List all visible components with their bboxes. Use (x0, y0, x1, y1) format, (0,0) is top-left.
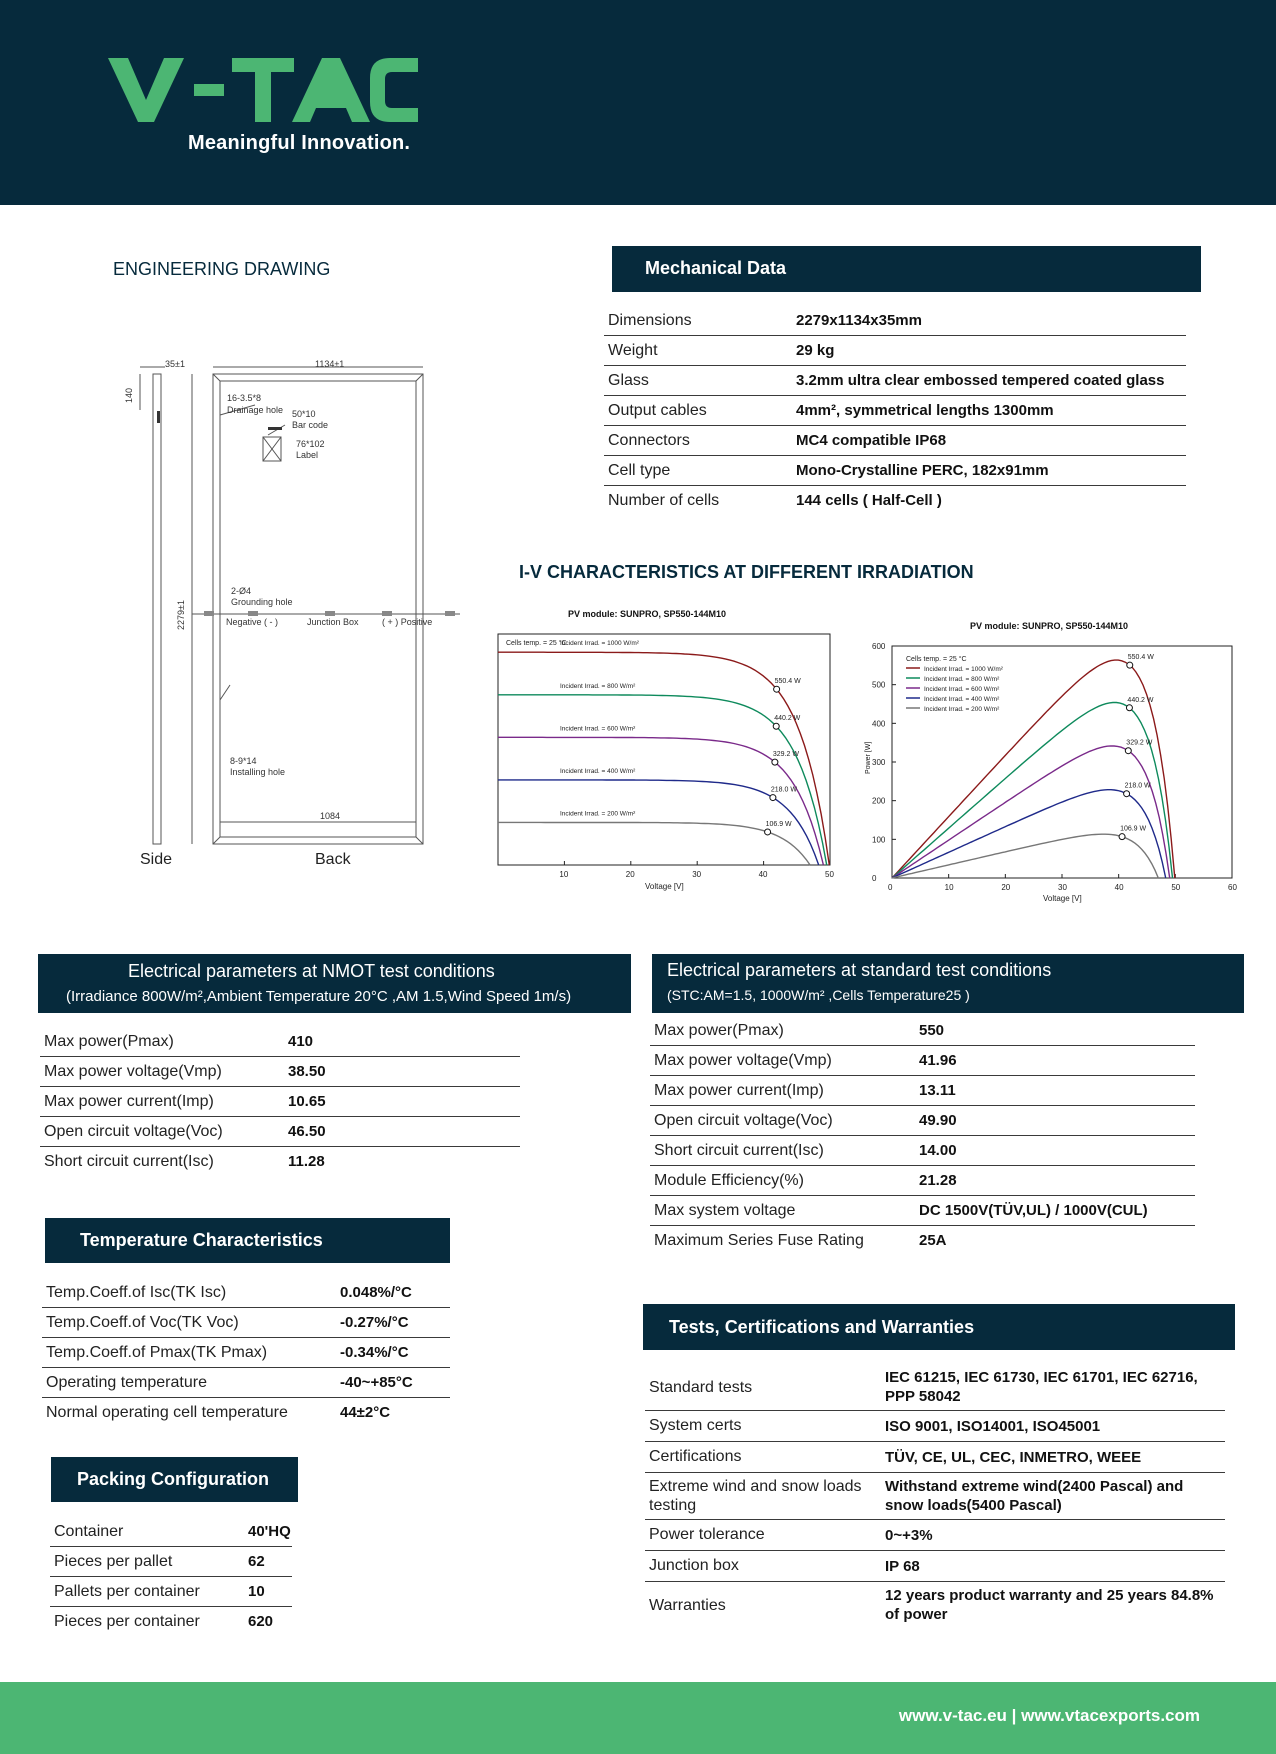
stc-row (650, 1226, 1195, 1256)
mechanical-key: Cell type (604, 456, 796, 486)
pv-y-tick-label: 400 (872, 719, 886, 729)
mechanical-key: Output cables (604, 396, 796, 426)
pv-series-line (892, 703, 1173, 879)
dim-frame: 35±1 (165, 359, 185, 369)
tests-value: 0~+3% (885, 1520, 1225, 1551)
dim-height: 2279±1 (176, 600, 186, 630)
iv-x-axis-label: Voltage [V] (645, 882, 684, 891)
iv-title: I-V CHARACTERISTICS AT DIFFERENT IRRADIATION (519, 562, 974, 582)
pv-y-tick-label: 0 (872, 874, 877, 883)
temperature-value: -40~+85°C (340, 1368, 450, 1398)
pv-mpp-label: 440.2 W (1127, 696, 1154, 704)
packing-key: Pieces per pallet (50, 1547, 248, 1577)
iv-note: Cells temp. = 25 °C (506, 640, 567, 647)
stc-row (650, 1106, 1195, 1136)
iv-mpp-point (765, 829, 771, 835)
pv-series-line (892, 746, 1170, 878)
iv-series-label: Incident Irrad. = 400 W/m² (560, 767, 636, 775)
nmot-key: Max power current(Imp) (40, 1087, 288, 1117)
tests-key: Standard tests (645, 1364, 885, 1411)
junction-label: Junction Box (307, 617, 359, 627)
pv-x-tick-label: 0 (888, 883, 893, 892)
mechanical-row (604, 456, 1186, 486)
nmot-title: Electrical parameters at NMOT test conditions (128, 961, 495, 981)
stc-row (650, 1136, 1195, 1166)
mechanical-table (604, 306, 1186, 515)
tests-row (645, 1551, 1225, 1582)
tagline: Meaningful Innovation. (188, 132, 411, 154)
temperature-value: -0.34%/°C (340, 1338, 450, 1368)
iv-plot-frame (498, 634, 830, 865)
iv-x-tick-label: 40 (758, 870, 768, 879)
pv-legend-label: Incident Irrad. = 400 W/m² (924, 696, 1000, 703)
nmot-value: 410 (288, 1027, 520, 1057)
packing-value: 620 (248, 1613, 274, 1630)
engineering-drawing-title: ENGINEERING DRAWING (113, 259, 331, 279)
pv-x-tick-label: 50 (1171, 883, 1181, 892)
tests-key: Warranties (649, 1596, 726, 1614)
pv-chart (858, 614, 1240, 909)
label-size: 76*102 (296, 439, 325, 449)
pv-y-tick-label: 500 (872, 680, 886, 690)
tests-key: Certifications (645, 1442, 885, 1473)
iv-mpp-label: 329.2 W (772, 751, 799, 759)
stc-row (650, 1076, 1195, 1106)
packing-key: Pieces per container (54, 1612, 200, 1630)
pv-y-tick-label: 300 (872, 758, 886, 767)
temperature-key: Normal operating cell temperature (46, 1403, 288, 1421)
mechanical-value: 3.2mm ultra clear embossed tempered coated glass (796, 366, 1186, 396)
tests-row (645, 1520, 1225, 1551)
packing-value: 62 (248, 1547, 292, 1577)
packing-row (50, 1547, 292, 1577)
iv-x-tick-label: 30 (692, 870, 702, 879)
mechanical-value: 29 kg (796, 336, 1186, 366)
iv-chart-title: PV module: SUNPRO, SP550-144M10 (568, 609, 727, 619)
barcode-size: 50*10 (292, 409, 316, 419)
mechanical-row (604, 396, 1186, 426)
stc-table (650, 1016, 1195, 1255)
iv-mpp-point (772, 759, 778, 765)
pv-mpp-point (1125, 748, 1131, 754)
iv-mpp-point (773, 723, 779, 729)
nmot-row (40, 1027, 520, 1057)
pv-y-axis-label: Power [W] (865, 741, 872, 774)
stc-key: Module Efficiency(%) (650, 1166, 919, 1196)
pv-x-tick-label: 20 (1001, 883, 1011, 892)
packing-row (50, 1517, 292, 1547)
tests-title: Tests, Certifications and Warranties (669, 1317, 975, 1337)
tests-header (643, 1304, 1235, 1350)
vtac-logo (108, 58, 418, 122)
pv-mpp-point (1119, 834, 1125, 840)
side-view-frame (153, 374, 161, 844)
mechanical-value: 4mm², symmetrical lengths 1300mm (796, 396, 1186, 426)
pv-x-tick-label: 60 (1228, 883, 1237, 892)
nmot-row (40, 1147, 520, 1177)
engineering-drawing (120, 355, 470, 875)
dim-top: 140 (124, 387, 134, 403)
temperature-row (42, 1338, 450, 1368)
pv-x-tick-label: 30 (1058, 883, 1067, 892)
barcode-label: Bar code (292, 420, 329, 430)
pv-note: Cells temp. = 25 °C (906, 656, 967, 663)
temperature-row (42, 1308, 450, 1338)
nmot-row (40, 1117, 520, 1147)
tests-value: TÜV, CE, UL, CEC, INMETRO, WEEE (885, 1442, 1225, 1473)
nmot-key: Short circuit current(Isc) (44, 1152, 214, 1170)
iv-x-tick-label: 20 (625, 870, 635, 879)
pv-legend-label: Incident Irrad. = 1000 W/m² (924, 666, 1003, 673)
stc-value: DC 1500V(TÜV,UL) / 1000V(CUL) (919, 1196, 1195, 1226)
tests-value: ISO 9001, ISO14001, ISO45001 (885, 1411, 1225, 1442)
iv-chart (490, 600, 840, 895)
stc-row (650, 1166, 1195, 1196)
temperature-value: 0.048%/°C (340, 1278, 450, 1308)
tests-value: 12 years product warranty and 25 years 84.8% of power (885, 1587, 1214, 1623)
temperature-value: -0.27%/°C (340, 1308, 450, 1338)
installing-label: Installing hole (230, 767, 286, 777)
tests-key: System certs (645, 1411, 885, 1442)
stc-value: 21.28 (919, 1166, 1195, 1196)
nmot-value: 10.65 (288, 1087, 520, 1117)
tests-table (645, 1364, 1225, 1628)
barcode-mark (268, 427, 282, 430)
pv-x-tick-label: 10 (944, 883, 954, 892)
stc-title: Electrical parameters at standard test conditions (667, 960, 1052, 980)
mechanical-row (604, 366, 1186, 396)
pv-mpp-point (1124, 791, 1130, 797)
pv-x-tick-label: 40 (1114, 883, 1124, 892)
grounding-label: Grounding hole (231, 597, 293, 607)
packing-title: Packing Configuration (77, 1469, 270, 1489)
tests-row (645, 1582, 1225, 1629)
pv-x-axis-label: Voltage [V] (1043, 894, 1082, 903)
nmot-value: 46.50 (288, 1117, 520, 1147)
nmot-key: Open circuit voltage(Voc) (40, 1117, 288, 1147)
mechanical-row (604, 486, 1186, 516)
mechanical-key: Number of cells (608, 491, 720, 509)
stc-subtitle: (STC:AM=1.5, 1000W/m² ,Cells Temperature25 ) (667, 987, 970, 1003)
mechanical-value: MC4 compatible IP68 (796, 426, 1186, 456)
stc-key: Max power current(Imp) (650, 1076, 919, 1106)
pv-y-tick-label: 100 (872, 835, 886, 845)
temperature-row (42, 1398, 450, 1428)
tests-key: Power tolerance (645, 1520, 885, 1551)
packing-value: 40'HQ (248, 1517, 292, 1547)
temperature-key: Temp.Coeff.of Pmax(TK Pmax) (42, 1338, 340, 1368)
stc-value: 49.90 (919, 1106, 1195, 1136)
iv-x-tick-label: 10 (559, 870, 569, 879)
tests-row (645, 1473, 1225, 1520)
mechanical-key: Connectors (604, 426, 796, 456)
iv-series-line (498, 822, 810, 865)
stc-row (650, 1196, 1195, 1226)
tests-row (645, 1364, 1225, 1411)
pv-mpp-label: 329.2 W (1126, 739, 1153, 747)
drainage-label: Drainage hole (227, 405, 284, 415)
mechanical-title: Mechanical Data (645, 258, 787, 278)
tests-value: Withstand extreme wind(2400 Pascal) and snow loads(5400 Pascal) (885, 1473, 1225, 1520)
temperature-header (45, 1218, 450, 1263)
stc-row (650, 1016, 1195, 1046)
mechanical-key: Dimensions (604, 306, 796, 336)
nmot-header (38, 954, 631, 1013)
pv-mpp-label: 550.4 W (1127, 654, 1154, 662)
nmot-key: Max power(Pmax) (40, 1027, 288, 1057)
pv-mpp-label: 218.0 W (1124, 782, 1151, 790)
iv-mpp-label: 218.0 W (770, 786, 797, 794)
packing-value: 10 (248, 1577, 292, 1607)
pv-legend-label: Incident Irrad. = 800 W/m² (924, 676, 1000, 683)
packing-row (50, 1607, 292, 1637)
mechanical-row (604, 336, 1186, 366)
iv-mpp-label: 440.2 W (774, 715, 801, 723)
stc-value: 41.96 (919, 1046, 1195, 1076)
dim-width: 1134±1 (315, 359, 345, 369)
temperature-value: 44±2°C (340, 1404, 391, 1421)
mechanical-header (612, 246, 1201, 292)
stc-key: Max power(Pmax) (650, 1016, 919, 1046)
mechanical-key: Weight (604, 336, 796, 366)
tests-key: Extreme wind and snow loads testing (645, 1473, 885, 1520)
nmot-subtitle: (Irradiance 800W/m²,Ambient Temperature 20°C ,AM 1.5,Wind Speed 1m/s) (66, 988, 572, 1005)
nmot-row (40, 1057, 520, 1087)
mechanical-row (604, 426, 1186, 456)
pv-mpp-point (1126, 705, 1132, 711)
temperature-title: Temperature Characteristics (80, 1230, 323, 1250)
stc-row (650, 1046, 1195, 1076)
iv-mpp-point (770, 795, 776, 801)
packing-row (50, 1577, 292, 1607)
iv-mpp-label: 550.4 W (774, 678, 801, 686)
dim-inner: 1084 (320, 811, 341, 821)
packing-key: Pallets per container (50, 1577, 248, 1607)
side-label: Side (140, 851, 173, 868)
temperature-key: Operating temperature (42, 1368, 340, 1398)
pv-legend-label: Incident Irrad. = 600 W/m² (924, 686, 1000, 693)
stc-key: Open circuit voltage(Voc) (650, 1106, 919, 1136)
stc-value: 25A (919, 1232, 947, 1249)
mechanical-key: Glass (604, 366, 796, 396)
iv-mpp-point (774, 686, 780, 692)
drainage-size: 16-3.5*8 (227, 393, 262, 403)
temperature-key: Temp.Coeff.of Isc(TK Isc) (42, 1278, 340, 1308)
mechanical-value: Mono-Crystalline PERC, 182x91mm (796, 456, 1186, 486)
grounding-size: 2-Ø4 (231, 586, 252, 596)
nmot-value: 38.50 (288, 1057, 520, 1087)
temperature-row (42, 1278, 450, 1308)
footer-links: www.v-tac.eu | www.vtacexports.com (898, 1706, 1200, 1725)
tests-key: Junction box (645, 1551, 885, 1582)
nmot-row (40, 1087, 520, 1117)
stc-value: 550 (919, 1016, 1195, 1046)
negative-label: Negative ( - ) (226, 617, 279, 627)
nmot-key: Max power voltage(Vmp) (40, 1057, 288, 1087)
packing-key: Container (50, 1517, 248, 1547)
temperature-key: Temp.Coeff.of Voc(TK Voc) (42, 1308, 340, 1338)
mechanical-value: 2279x1134x35mm (796, 306, 1186, 336)
iv-series-label: Incident Irrad. = 600 W/m² (560, 725, 636, 733)
pv-mpp-point (1127, 662, 1133, 668)
nmot-value: 11.28 (288, 1153, 325, 1170)
mechanical-value: 144 cells ( Half-Cell ) (796, 492, 942, 509)
stc-key: Short circuit current(Isc) (650, 1136, 919, 1166)
tests-row (645, 1411, 1225, 1442)
packing-table (50, 1517, 292, 1636)
label-label: Label (296, 450, 319, 460)
iv-mpp-label: 106.9 W (765, 820, 792, 828)
pv-legend-label: Incident Irrad. = 200 W/m² (924, 706, 1000, 713)
stc-key: Max power voltage(Vmp) (650, 1046, 919, 1076)
pv-mpp-label: 106.9 W (1120, 825, 1147, 833)
stc-header (652, 954, 1244, 1013)
tests-row (645, 1442, 1225, 1473)
tests-value: IP 68 (885, 1551, 1225, 1582)
temperature-row (42, 1368, 450, 1398)
back-label: Back (315, 851, 351, 868)
temperature-table (42, 1278, 450, 1427)
iv-x-tick-label: 50 (825, 870, 834, 879)
pv-y-tick-label: 200 (872, 796, 886, 806)
mechanical-row (604, 306, 1186, 336)
stc-value: 13.11 (919, 1076, 1195, 1106)
pv-y-tick-label: 600 (872, 642, 886, 651)
iv-series-label: Incident Irrad. = 800 W/m² (560, 682, 636, 690)
tests-value: IEC 61215, IEC 61730, IEC 61701, IEC 62716, PPP 58042 (885, 1364, 1225, 1411)
iv-series-label: Incident Irrad. = 1000 W/m² (560, 640, 639, 648)
iv-series-label: Incident Irrad. = 200 W/m² (560, 810, 636, 818)
positive-label: ( + ) Positive (382, 617, 433, 627)
installing-size: 8-9*14 (230, 756, 257, 766)
stc-value: 14.00 (919, 1136, 1195, 1166)
packing-header (51, 1457, 298, 1502)
pv-chart-title: PV module: SUNPRO, SP550-144M10 (970, 621, 1129, 631)
stc-key: Maximum Series Fuse Rating (654, 1231, 864, 1249)
nmot-table (40, 1027, 520, 1176)
pv-series-line (892, 834, 1158, 878)
stc-key: Max system voltage (650, 1196, 919, 1226)
